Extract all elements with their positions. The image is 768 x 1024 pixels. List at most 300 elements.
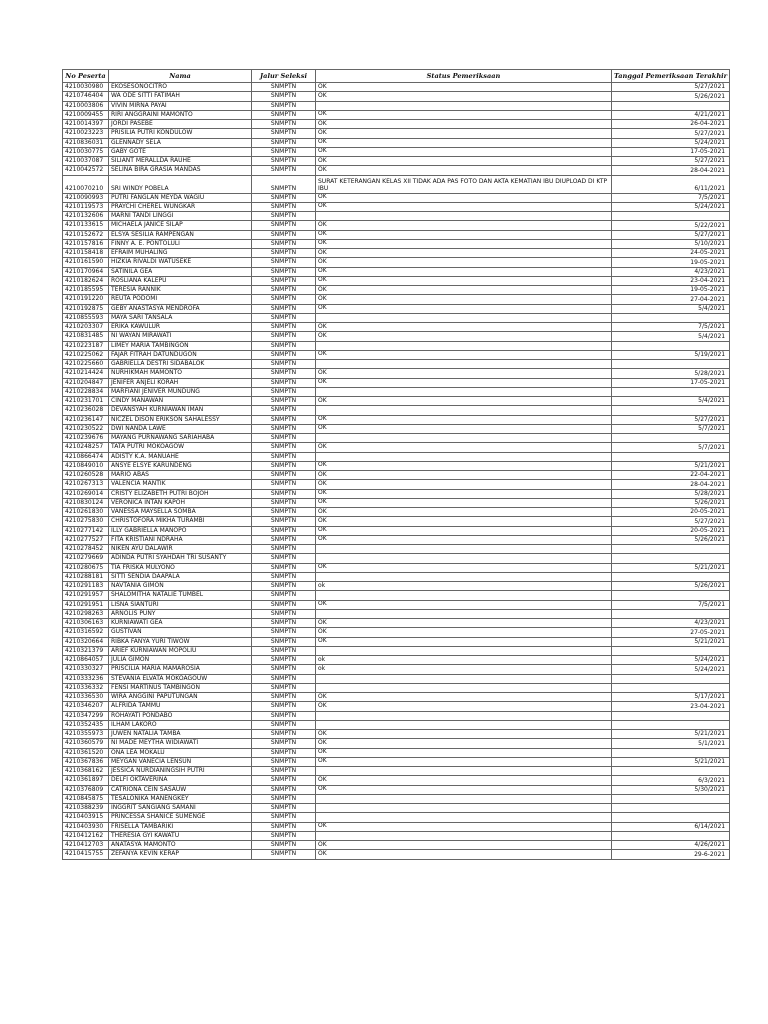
no-peserta-cell: 4210361520 xyxy=(63,748,109,757)
jalur-seleksi-cell: SNMPTN xyxy=(252,397,316,406)
jalur-seleksi-cell: SNMPTN xyxy=(252,157,316,166)
nama-cell: ALFRIDA TAMMU xyxy=(109,702,252,711)
nama-cell: GABY GOTE xyxy=(109,147,252,156)
nama-cell: ELSYA SESILIA RAMPENGAN xyxy=(109,230,252,239)
status-cell: OK xyxy=(316,739,612,748)
nama-cell: EKOSESONOCITRO xyxy=(109,83,252,92)
status-cell xyxy=(316,813,612,822)
jalur-seleksi-cell: SNMPTN xyxy=(252,332,316,341)
tanggal-cell xyxy=(612,452,730,461)
nama-cell: MARFIANI JENIVER MUNDUNG xyxy=(109,387,252,396)
nama-cell: JESSICA NURDIANINGSIH PUTRI xyxy=(109,767,252,776)
jalur-seleksi-cell: SNMPTN xyxy=(252,212,316,221)
table-row xyxy=(63,683,730,692)
tanggal-cell xyxy=(612,674,730,683)
table-row xyxy=(63,286,730,295)
tanggal-cell: 5/24/2021 xyxy=(612,656,730,665)
table-header-row xyxy=(63,70,730,83)
nama-cell: GEBY ANASTASYA MENDROFA xyxy=(109,304,252,313)
tanggal-cell: 6/11/2021 xyxy=(612,175,730,193)
tanggal-cell: 5/4/2021 xyxy=(612,332,730,341)
tanggal-cell: 24-05-2021 xyxy=(612,249,730,258)
tanggal-cell: 7/5/2021 xyxy=(612,193,730,202)
jalur-seleksi-cell: SNMPTN xyxy=(252,452,316,461)
tanggal-cell xyxy=(612,434,730,443)
table-row xyxy=(63,498,730,507)
status-cell xyxy=(316,434,612,443)
table-row xyxy=(63,674,730,683)
jalur-seleksi-cell: SNMPTN xyxy=(252,369,316,378)
no-peserta-cell: 4210415755 xyxy=(63,850,109,859)
tanggal-cell: 5/22/2021 xyxy=(612,221,730,230)
status-cell xyxy=(316,720,612,729)
table-row xyxy=(63,582,730,591)
no-peserta-cell: 4210306163 xyxy=(63,619,109,628)
nama-cell: MICHAELA JANICE SILAP xyxy=(109,221,252,230)
table-row xyxy=(63,267,730,276)
tanggal-cell: 4/23/2021 xyxy=(612,267,730,276)
nama-cell: JUWEN NATALIA TAMBA xyxy=(109,730,252,739)
table-row xyxy=(63,841,730,850)
jalur-seleksi-cell: SNMPTN xyxy=(252,443,316,452)
nama-cell: NAVTANIA GIMON xyxy=(109,582,252,591)
jalur-seleksi-cell: SNMPTN xyxy=(252,841,316,850)
table-row xyxy=(63,166,730,175)
no-peserta-cell: 4210042572 xyxy=(63,166,109,175)
tanggal-cell: 5/7/2021 xyxy=(612,424,730,433)
tanggal-cell: 5/21/2021 xyxy=(612,757,730,766)
jalur-seleksi-cell: SNMPTN xyxy=(252,545,316,554)
table-row xyxy=(63,619,730,628)
tanggal-cell xyxy=(612,748,730,757)
tanggal-cell: 5/28/2021 xyxy=(612,369,730,378)
jalur-seleksi-cell: SNMPTN xyxy=(252,498,316,507)
jalur-seleksi-cell: SNMPTN xyxy=(252,813,316,822)
status-cell: OK xyxy=(316,508,612,517)
jalur-seleksi-cell: SNMPTN xyxy=(252,665,316,674)
jalur-seleksi-cell: SNMPTN xyxy=(252,286,316,295)
nama-cell: DWI NANDA LAWE xyxy=(109,424,252,433)
no-peserta-cell: 4210864057 xyxy=(63,656,109,665)
status-cell: OK xyxy=(316,166,612,175)
status-cell: OK xyxy=(316,221,612,230)
tanggal-cell: 19-05-2021 xyxy=(612,258,730,267)
jalur-seleksi-cell: SNMPTN xyxy=(252,619,316,628)
nama-cell: ANATASYA MAMONTO xyxy=(109,841,252,850)
tanggal-cell: 20-05-2021 xyxy=(612,526,730,535)
status-cell: OK xyxy=(316,471,612,480)
jalur-seleksi-cell: SNMPTN xyxy=(252,794,316,803)
tanggal-cell: 27-05-2021 xyxy=(612,628,730,637)
status-cell xyxy=(316,452,612,461)
tanggal-cell: 5/17/2021 xyxy=(612,693,730,702)
tanggal-cell: 23-04-2021 xyxy=(612,276,730,285)
status-cell xyxy=(316,804,612,813)
status-cell: OK xyxy=(316,498,612,507)
tanggal-cell: 5/10/2021 xyxy=(612,239,730,248)
status-cell: OK xyxy=(316,332,612,341)
no-peserta-cell: 4210191220 xyxy=(63,295,109,304)
status-cell: ok xyxy=(316,582,612,591)
no-peserta-cell: 4210321379 xyxy=(63,646,109,655)
status-cell: OK xyxy=(316,628,612,637)
table-row xyxy=(63,147,730,156)
status-cell: OK xyxy=(316,841,612,850)
tanggal-cell: 5/21/2021 xyxy=(612,637,730,646)
jalur-seleksi-cell: SNMPTN xyxy=(252,822,316,831)
nama-cell: ARIEF KURNIAWAN MOPOLIU xyxy=(109,646,252,655)
tanggal-cell: 4/26/2021 xyxy=(612,841,730,850)
table-row xyxy=(63,369,730,378)
jalur-seleksi-cell: SNMPTN xyxy=(252,572,316,581)
jalur-seleksi-cell: SNMPTN xyxy=(252,850,316,859)
tanggal-cell: 5/27/2021 xyxy=(612,415,730,424)
table-row xyxy=(63,850,730,859)
table-row xyxy=(63,508,730,517)
jalur-seleksi-cell: SNMPTN xyxy=(252,785,316,794)
table-row xyxy=(63,83,730,92)
header-nama: Nama xyxy=(109,70,252,83)
table-row xyxy=(63,202,730,211)
tanggal-cell: 5/21/2021 xyxy=(612,730,730,739)
status-cell: OK xyxy=(316,239,612,248)
tanggal-cell xyxy=(612,609,730,618)
no-peserta-cell: 4210119573 xyxy=(63,202,109,211)
status-cell: OK xyxy=(316,517,612,526)
no-peserta-cell: 4210277142 xyxy=(63,526,109,535)
status-cell xyxy=(316,554,612,563)
no-peserta-cell: 4210239676 xyxy=(63,434,109,443)
nama-cell: PRINCESSA SHANICE SUMENGE xyxy=(109,813,252,822)
nama-cell: ZEFANYA KEVIN KERAP xyxy=(109,850,252,859)
tanggal-cell xyxy=(612,572,730,581)
no-peserta-cell: 4210192875 xyxy=(63,304,109,313)
no-peserta-cell: 4210170964 xyxy=(63,267,109,276)
no-peserta-cell: 4210236028 xyxy=(63,406,109,415)
status-cell: OK xyxy=(316,267,612,276)
jalur-seleksi-cell: SNMPTN xyxy=(252,767,316,776)
status-cell: OK xyxy=(316,822,612,831)
status-cell: OK xyxy=(316,489,612,498)
tanggal-cell: 22-04-2021 xyxy=(612,471,730,480)
no-peserta-cell: 4210152672 xyxy=(63,230,109,239)
status-cell: OK xyxy=(316,378,612,387)
status-cell: OK xyxy=(316,147,612,156)
status-cell: OK xyxy=(316,757,612,766)
nama-cell: GUSTIVAN xyxy=(109,628,252,637)
table-row xyxy=(63,794,730,803)
status-cell: OK xyxy=(316,619,612,628)
jalur-seleksi-cell: SNMPTN xyxy=(252,295,316,304)
jalur-seleksi-cell: SNMPTN xyxy=(252,323,316,332)
tanggal-cell: 5/26/2021 xyxy=(612,498,730,507)
status-cell: OK xyxy=(316,92,612,101)
tanggal-cell xyxy=(612,212,730,221)
tanggal-cell: 5/7/2021 xyxy=(612,443,730,452)
jalur-seleksi-cell: SNMPTN xyxy=(252,120,316,129)
jalur-seleksi-cell: SNMPTN xyxy=(252,739,316,748)
tanggal-cell: 5/24/2021 xyxy=(612,138,730,147)
status-cell: OK xyxy=(316,276,612,285)
status-cell: OK xyxy=(316,526,612,535)
table-row xyxy=(63,572,730,581)
no-peserta-cell: 4210831485 xyxy=(63,332,109,341)
no-peserta-cell: 4210355973 xyxy=(63,730,109,739)
tanggal-cell: 5/24/2021 xyxy=(612,202,730,211)
tanggal-cell: 28-04-2021 xyxy=(612,166,730,175)
status-cell xyxy=(316,360,612,369)
status-cell: OK xyxy=(316,600,612,609)
tanggal-cell: 17-05-2021 xyxy=(612,147,730,156)
tanggal-cell: 5/26/2021 xyxy=(612,535,730,544)
table-row xyxy=(63,452,730,461)
nama-cell: SATINILA GEA xyxy=(109,267,252,276)
status-cell xyxy=(316,406,612,415)
no-peserta-cell: 4210223187 xyxy=(63,341,109,350)
status-cell xyxy=(316,341,612,350)
tanggal-cell xyxy=(612,591,730,600)
tanggal-cell xyxy=(612,711,730,720)
nama-cell: TIA FRISKA MULYONO xyxy=(109,563,252,572)
nama-cell: NIKEN AYU DALAWIR xyxy=(109,545,252,554)
participants-table xyxy=(62,69,730,860)
no-peserta-cell: 4210014397 xyxy=(63,120,109,129)
table-row xyxy=(63,471,730,480)
tanggal-cell: 5/4/2021 xyxy=(612,397,730,406)
table-row xyxy=(63,813,730,822)
status-cell: OK xyxy=(316,637,612,646)
no-peserta-cell: 4210836031 xyxy=(63,138,109,147)
nama-cell: ADISTY K.A. MANUAHE xyxy=(109,452,252,461)
table-row xyxy=(63,609,730,618)
nama-cell: ARNOLIS PUNY xyxy=(109,609,252,618)
nama-cell: TESALONIKA MANENGKEY xyxy=(109,794,252,803)
no-peserta-cell: 4210236147 xyxy=(63,415,109,424)
status-cell xyxy=(316,313,612,322)
table-row xyxy=(63,646,730,655)
no-peserta-cell: 4210346207 xyxy=(63,702,109,711)
no-peserta-cell: 4210185595 xyxy=(63,286,109,295)
no-peserta-cell: 4210275830 xyxy=(63,517,109,526)
table-row xyxy=(63,656,730,665)
table-row xyxy=(63,628,730,637)
table-row xyxy=(63,720,730,729)
jalur-seleksi-cell: SNMPTN xyxy=(252,221,316,230)
tanggal-cell: 5/21/2021 xyxy=(612,563,730,572)
tanggal-cell: 5/27/2021 xyxy=(612,517,730,526)
status-cell xyxy=(316,683,612,692)
table-row xyxy=(63,212,730,221)
nama-cell: WA ODE SITTI FATIMAH xyxy=(109,92,252,101)
status-cell: OK xyxy=(316,785,612,794)
no-peserta-cell: 4210376809 xyxy=(63,785,109,794)
jalur-seleksi-cell: SNMPTN xyxy=(252,508,316,517)
table-row xyxy=(63,693,730,702)
jalur-seleksi-cell: SNMPTN xyxy=(252,628,316,637)
jalur-seleksi-cell: SNMPTN xyxy=(252,748,316,757)
table-row xyxy=(63,739,730,748)
tanggal-cell xyxy=(612,767,730,776)
jalur-seleksi-cell: SNMPTN xyxy=(252,674,316,683)
no-peserta-cell: 4210746404 xyxy=(63,92,109,101)
jalur-seleksi-cell: SNMPTN xyxy=(252,591,316,600)
status-cell: OK xyxy=(316,138,612,147)
nama-cell: FENSI MARTINUS TAMBINGON xyxy=(109,683,252,692)
nama-cell: INGGRIT SANGIANG SAMANI xyxy=(109,804,252,813)
nama-cell: ROSLIANA KALEPU xyxy=(109,276,252,285)
jalur-seleksi-cell: SNMPTN xyxy=(252,554,316,563)
table-row xyxy=(63,730,730,739)
jalur-seleksi-cell: SNMPTN xyxy=(252,92,316,101)
status-cell xyxy=(316,609,612,618)
no-peserta-cell: 4210009455 xyxy=(63,110,109,119)
jalur-seleksi-cell: SNMPTN xyxy=(252,83,316,92)
nama-cell: VERONICA INTAN KAPOH xyxy=(109,498,252,507)
jalur-seleksi-cell: SNMPTN xyxy=(252,350,316,359)
nama-cell: FITA KRISTIANI NDRAHA xyxy=(109,535,252,544)
nama-cell: CINDY MANAWAN xyxy=(109,397,252,406)
jalur-seleksi-cell: SNMPTN xyxy=(252,378,316,387)
tanggal-cell: 5/27/2021 xyxy=(612,230,730,239)
status-cell: OK xyxy=(316,776,612,785)
table-row xyxy=(63,193,730,202)
jalur-seleksi-cell: SNMPTN xyxy=(252,267,316,276)
no-peserta-cell: 4210278452 xyxy=(63,545,109,554)
nama-cell: ILLY GABRIELLA MANOPO xyxy=(109,526,252,535)
no-peserta-cell: 4210316592 xyxy=(63,628,109,637)
tanggal-cell: 6/14/2021 xyxy=(612,822,730,831)
nama-cell: NURHIKMAH MAMONTO xyxy=(109,369,252,378)
no-peserta-cell: 4210347299 xyxy=(63,711,109,720)
jalur-seleksi-cell: SNMPTN xyxy=(252,415,316,424)
table-row xyxy=(63,341,730,350)
nama-cell: REUTA PODOMI xyxy=(109,295,252,304)
no-peserta-cell: 4210412162 xyxy=(63,831,109,840)
tanggal-cell: 6/3/2021 xyxy=(612,776,730,785)
nama-cell: SITTI SENDIA DAAPALA xyxy=(109,572,252,581)
status-cell xyxy=(316,711,612,720)
nama-cell: NI WAYAN MIRAWATI xyxy=(109,332,252,341)
jalur-seleksi-cell: SNMPTN xyxy=(252,166,316,175)
nama-cell: MAYA SARI TANSALA xyxy=(109,313,252,322)
no-peserta-cell: 4210368162 xyxy=(63,767,109,776)
tanggal-cell: 5/1/2021 xyxy=(612,739,730,748)
jalur-seleksi-cell: SNMPTN xyxy=(252,480,316,489)
nama-cell: MARIO ABAS xyxy=(109,471,252,480)
status-cell: OK xyxy=(316,230,612,239)
nama-cell: THERESIA GYI KAWATU xyxy=(109,831,252,840)
status-cell: OK xyxy=(316,286,612,295)
nama-cell: SILIANT MERALLDA RAUHE xyxy=(109,157,252,166)
table-row xyxy=(63,406,730,415)
nama-cell: DEVANSYAH KURNIAWAN IMAN xyxy=(109,406,252,415)
no-peserta-cell: 4210214424 xyxy=(63,369,109,378)
no-peserta-cell: 4210267313 xyxy=(63,480,109,489)
tanggal-cell xyxy=(612,720,730,729)
jalur-seleksi-cell: SNMPTN xyxy=(252,239,316,248)
nama-cell: FINNY A. E. PONTOLULI xyxy=(109,239,252,248)
nama-cell: NI MADE MEYTHA WIDIAWATI xyxy=(109,739,252,748)
no-peserta-cell: 4210161590 xyxy=(63,258,109,267)
tanggal-cell: 5/19/2021 xyxy=(612,350,730,359)
status-cell: OK xyxy=(316,397,612,406)
nama-cell: ERIKA KAWULUR xyxy=(109,323,252,332)
tanggal-cell xyxy=(612,360,730,369)
jalur-seleksi-cell: SNMPTN xyxy=(252,656,316,665)
table-row xyxy=(63,711,730,720)
status-cell: OK xyxy=(316,304,612,313)
nama-cell: TERESIA RANNIK xyxy=(109,286,252,295)
table-row xyxy=(63,101,730,110)
nama-cell: KURNIAWATI GEA xyxy=(109,619,252,628)
table-row xyxy=(63,563,730,572)
jalur-seleksi-cell: SNMPTN xyxy=(252,582,316,591)
table-row xyxy=(63,804,730,813)
no-peserta-cell: 4210279669 xyxy=(63,554,109,563)
jalur-seleksi-cell: SNMPTN xyxy=(252,702,316,711)
nama-cell: MEYGAN VANECIA LENSUN xyxy=(109,757,252,766)
jalur-seleksi-cell: SNMPTN xyxy=(252,110,316,119)
no-peserta-cell: 4210090993 xyxy=(63,193,109,202)
no-peserta-cell: 4210352435 xyxy=(63,720,109,729)
table-row xyxy=(63,92,730,101)
jalur-seleksi-cell: SNMPTN xyxy=(252,387,316,396)
status-cell: OK xyxy=(316,480,612,489)
jalur-seleksi-cell: SNMPTN xyxy=(252,424,316,433)
tanggal-cell: 29-6-2021 xyxy=(612,850,730,859)
nama-cell: TATA PUTRI MOKOAGOW xyxy=(109,443,252,452)
status-cell: OK xyxy=(316,110,612,119)
table-row xyxy=(63,138,730,147)
jalur-seleksi-cell: SNMPTN xyxy=(252,313,316,322)
table-row xyxy=(63,757,730,766)
tanggal-cell: 28-04-2021 xyxy=(612,480,730,489)
table-row xyxy=(63,545,730,554)
no-peserta-cell: 4210030980 xyxy=(63,83,109,92)
status-cell: OK xyxy=(316,563,612,572)
status-cell: ok xyxy=(316,665,612,674)
header-jalur-seleksi: Jalur Seleksi xyxy=(252,70,316,83)
tanggal-cell xyxy=(612,683,730,692)
jalur-seleksi-cell: SNMPTN xyxy=(252,563,316,572)
status-cell xyxy=(316,572,612,581)
status-cell xyxy=(316,101,612,110)
status-cell: OK xyxy=(316,415,612,424)
table-row xyxy=(63,415,730,424)
tanggal-cell: 4/23/2021 xyxy=(612,619,730,628)
no-peserta-cell: 4210230522 xyxy=(63,424,109,433)
nama-cell: CATRIONA CEIN SASAUW xyxy=(109,785,252,794)
status-cell: OK xyxy=(316,129,612,138)
jalur-seleksi-cell: SNMPTN xyxy=(252,489,316,498)
status-cell: OK xyxy=(316,424,612,433)
nama-cell: ONA LEA MOKALU xyxy=(109,748,252,757)
nama-cell: GABRIELLA DESTRI SIDABALOK xyxy=(109,360,252,369)
status-cell: OK xyxy=(316,249,612,258)
jalur-seleksi-cell: SNMPTN xyxy=(252,249,316,258)
no-peserta-cell: 4210330327 xyxy=(63,665,109,674)
no-peserta-cell: 4210037087 xyxy=(63,157,109,166)
table-body xyxy=(63,83,730,860)
table-row xyxy=(63,767,730,776)
no-peserta-cell: 4210225660 xyxy=(63,360,109,369)
no-peserta-cell: 4210132606 xyxy=(63,212,109,221)
no-peserta-cell: 4210403915 xyxy=(63,813,109,822)
nama-cell: ADINDA PUTRI SYAHDAH TRI SUSANTY xyxy=(109,554,252,563)
no-peserta-cell: 4210280675 xyxy=(63,563,109,572)
table-row xyxy=(63,748,730,757)
table-row xyxy=(63,120,730,129)
